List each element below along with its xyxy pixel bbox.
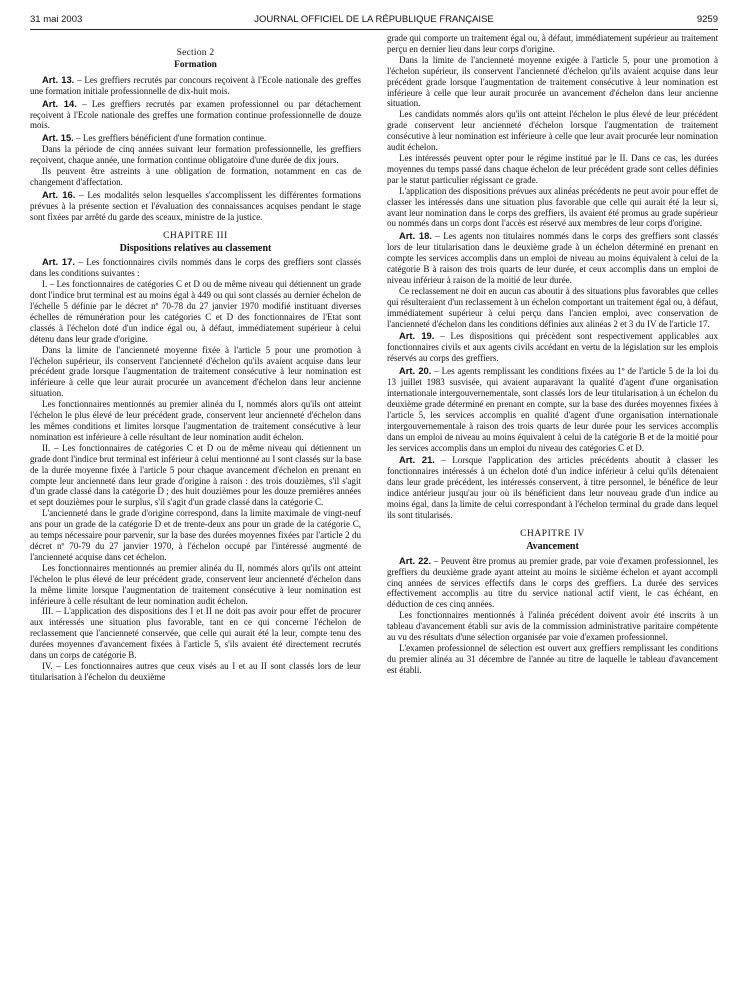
- article-label: Art. 20.: [399, 365, 432, 377]
- header-page-number: 9259: [696, 14, 718, 25]
- paragraph: Dans la limite de l'ancienneté moyenne fixée à l'article 5 pour une promotion à l'échelon supérieur, ils conservent l'ancienneté d'échelon qu'ils avaient acquise dans leur précédent grade lorsque l'augmentation de traitement consécutive à leur nomination est inférieure à celle que leur aurait procurée un avancement d'échelon dans leur ancienne situation.: [30, 344, 361, 399]
- article-14: [30, 99, 361, 132]
- article-label: Art. 14.: [42, 97, 77, 109]
- header-date: 31 mai 2003: [30, 14, 83, 25]
- article-16: [30, 190, 361, 223]
- paragraph: Les fonctionnaires mentionnés au premier alinéa du II, nommés alors qu'ils ont atteint l'échelon le plus élevé de leur précédent grade, conservent leur ancienneté d'échelon dans la même limite lorsque l'augmentation de traitement consécutive à leur nomination est inférieure à celle résultant de leur nomination audit échelon.: [30, 562, 361, 606]
- paragraph: L'ancienneté dans le grade d'origine correspond, dans la limite maximale de vingt-neuf ans pour un grade de la catégorie D et de trente-deux ans pour un grade de la catégorie C, au temps nécessaire pour parvenir, sur la base des durées moyennes fixées par l'article 2 du décret nº 70-79 du 27 janvier 1970, à l'échelon occupé par l'intéressé augmenté de l'ancienneté acquise dans cet échelon.: [30, 508, 361, 562]
- chapter-subtitle: Dispositions relatives au classement: [119, 242, 272, 254]
- article-text: – Les modalités selon lesquelles s'accomplissent les différentes formations prévues à la présente section et l'évaluation des connaissances acquises pendant le stage sont fixées par arrêté du garde des sceaux, ministre de la justice.: [30, 189, 361, 222]
- article-text: – Les greffiers recrutés par concours reçoivent à l'Ecole nationale des greffes une formation initiale professionnelle de dix-huit mois.: [30, 74, 361, 96]
- paragraph: Ils peuvent être astreints à une obligation de formation, notamment en cas de changement d'affectation.: [30, 166, 361, 187]
- paragraph: III. – L'application des dispositions des I et II ne doit pas avoir pour effet de procurer aux intéressés une situation plus favorable, tant en ce qui concerne l'échelon de reclassement que l'ancienneté conservée, que celle qui aurait été la leur, compte tenu des durées moyennes d'avancement fixées à l'article 5, s'ils avaient été directement recrutés dans un corps de catégorie B.: [30, 606, 361, 661]
- paragraph: L'application des dispositions prévues aux alinéas précédents ne peut avoir pour effet de classer les intéressés dans une situation plus favorable que celle qui aurait été la leur si, avant leur nomination dans le corps des greffiers, ils avaient été promus au grade supérieur ou nommés dans un corps dont l'accès est réservé aux membres de leur corps d'origine.: [387, 185, 719, 229]
- article-label: Art. 16.: [42, 188, 76, 200]
- article-15: [30, 133, 361, 144]
- article-text: – Peuvent être promus au premier grade, par voie d'examen professionnel, les greffiers du deuxième grade ayant atteint au moins le sixième échelon et ayant accompli cinq années de services effectifs dans le corps des greffiers. La durée des services effectivement accomplis au titre du service national actif vient, le cas échéant, en déduction de ces cinq années.: [387, 555, 718, 610]
- header-rule: [30, 29, 718, 30]
- left-column: [30, 38, 361, 986]
- right-column: [387, 33, 718, 986]
- chapter-subtitle: Avancement: [526, 540, 579, 552]
- article-17: [30, 257, 361, 279]
- paragraph: IV. – Les fonctionnaires autres que ceux visés au I et au II sont classés lors de leur titularisation à l'échelon du deuxième: [30, 660, 361, 682]
- paragraph: grade qui comporte un traitement égal ou, à défaut, immédiatement supérieur au traitement perçu en dernier lieu dans leur corps d'origine.: [387, 33, 718, 54]
- article-label: Art. 18.: [399, 230, 432, 242]
- article-text: – Les agents non titulaires nommés dans le corps des greffiers sont classés lors de leur titularisation dans le deuxième grade à un échelon déterminé en prenant en compte les services accomplis dans un emploi de niveau au moins équivalent à celui de la catégorie B à raison des trois quarts de leur durée, et ceux accomplis dans un emploi de niveau inférieur à raison de la moitié de leur durée.: [387, 231, 718, 285]
- paragraph: Les fonctionnaires mentionnés au premier alinéa du I, nommés alors qu'ils ont atteint l'échelon le plus élevé de leur précédent grade, conservent leur ancienneté d'échelon dans les mêmes conditions et limites lorsque l'augmentation de traitement consécutive à leur nomination est inférieure à celle résultant de leur nomination audit échelon.: [30, 399, 361, 442]
- section-subtitle: Formation: [174, 59, 217, 70]
- paragraph: L'examen professionnel de sélection est ouvert aux greffiers remplissant les conditions du premier alinéa au 31 décembre de l'année au titre de laquelle le tableau d'avancement est établi.: [387, 642, 718, 675]
- article-18: [387, 231, 718, 286]
- article-label: Art. 15.: [42, 132, 74, 144]
- header-title: JOURNAL OFFICIEL DE LA RÉPUBLIQUE FRANÇAISE: [254, 14, 494, 25]
- paragraph: I. – Les fonctionnaires de catégories C et D ou de même niveau qui détiennent un grade dont l'indice brut terminal est au moins égal à 449 ou qui sont classés au dernier échelon de l'échelle 5 définie par le décret nº 70-78 du 27 janvier 1970 modifié instituant diverses échelles de rémunération pour les catégories C et D des fonctionnaires de l'Etat sont classés à l'échelon doté d'un indice égal ou, à défaut, immédiatement supérieur à celui détenu dans leur grade d'origine.: [30, 279, 361, 344]
- section-title: Section 2: [176, 47, 215, 58]
- paragraph: Les fonctionnaires mentionnés à l'alinéa précédent doivent avoir été inscrits à un tableau d'avancement établi sur avis de la commission administrative paritaire compétente au vu des résultats d'une sélection organisée par voie d'examen professionnel.: [387, 610, 718, 643]
- article-label: Art. 13.: [42, 73, 75, 85]
- article-text: – Les agents remplissant les conditions fixées au 1º de l'article 5 de la loi du 13 juillet 1983 susvisée, qui avaient auparavant la qualité d'agent d'une organisation internationale intergouvernementale, sont classés lors de leur titularisation à un échelon du deuxième grade déterminé en prenant en compte, sur la base des durées moyennes fixées à l'article 5, les services accomplis en qualité d'agent d'une organisation internationale intergouvernementale à raison des trois quarts de leur durée pour les services accomplis dans un emploi de niveau au moins équivalent à celui de la catégorie B et de la moitié pour les services accomplis dans un emploi du niveau des catégories C et D.: [387, 366, 718, 453]
- article-13: [30, 75, 361, 97]
- article-22: [387, 556, 718, 611]
- paragraph: Les intéressés peuvent opter pour le régime institué par le II. Dans ce cas, les durées moyennes du temps passé dans chaque échelon de leur précédent grade sont celles définies par le statut particulier régissant ce grade.: [387, 152, 718, 185]
- chapter-title: CHAPITRE III: [163, 230, 228, 241]
- paragraph: Dans la limite de l'ancienneté moyenne exigée à l'article 5, pour une promotion à l'échelon supérieur, ils conservent l'ancienneté d'échelon qu'ils avaient acquise dans leur précédent grade lorsque l'augmentation de traitement consécutive à leur nomination est inférieure à celle que leur aurait procurée un avancement d'échelon dans leur ancienne situation.: [387, 54, 718, 109]
- article-label: Art. 22.: [399, 554, 432, 566]
- article-text: – Les fonctionnaires civils nommés dans le corps des greffiers sont classés dans les conditions suivantes :: [30, 257, 361, 279]
- article-label: Art. 21.: [399, 454, 435, 466]
- paragraph: Dans la période de cinq années suivant leur formation professionnelle, les greffiers reçoivent, chaque année, une formation continue obligatoire d'une durée de dix jours.: [30, 144, 361, 166]
- paragraph: II. – Les fonctionnaires de catégories C et D ou de même niveau qui détiennent un grade dont l'indice brut terminal est inférieur à celui mentionné au I sont classés sur la base de la durée moyenne fixée à l'article 5 pour chaque avancement d'échelon en prenant en compte leur ancienneté dans leur grade d'origine à raison : des trois douzièmes, s'il s'agit d'un grade classé dans la catégorie D ; des huit douzièmes pour les douze premières années et sept douzièmes pour le surplus, s'il s'agit d'un grade classé dans la catégorie C.: [30, 442, 361, 508]
- article-20: [387, 366, 718, 453]
- article-label: Art. 19.: [399, 330, 435, 342]
- article-text: – Lorsque l'application des articles précédents aboutit à classer les fonctionnaires intéressés à un échelon doté d'un indice inférieur à celui qu'ils détenaient dans leur grade précédent, les intéressés conservent, à titre personnel, le bénéfice de leur indice antérieur jusqu'au jour où ils bénéficient dans leur nouveau grade d'un indice au moins égal, dans la limite de celui correspondant à l'échelon terminal du grade dans lequel ils sont titularisés.: [387, 455, 718, 520]
- page-header: [30, 14, 718, 28]
- paragraph: Les candidats nommés alors qu'ils ont atteint l'échelon le plus élevé de leur précédent grade conservent leur ancienneté d'échelon lorsque l'augmentation de traitement consécutive à leur nomination est inférieure à celle que leur avait procurée leur nomination audit échelon.: [387, 109, 718, 153]
- article-label: Art. 17.: [42, 256, 75, 268]
- paragraph: Ce reclassement ne doit en aucun cas aboutir à des situations plus favorables que celles qui résulteraient d'un reclassement à un échelon comportant un traitement égal ou, à défaut, immédiatement supérieur à celui perçu dans l'ancien emploi, avec conservation de l'ancienneté d'échelon dans les conditions définies aux alinéas 2 et 3 du IV de l'article 17.: [387, 285, 718, 329]
- chapter-title: CHAPITRE IV: [520, 528, 585, 539]
- article-21: [387, 455, 718, 520]
- article-text: – Les greffiers bénéficient d'une formation continue.: [73, 133, 267, 144]
- article-text: – Les dispositions qui précèdent sont respectivement applicables aux fonctionnaires civils et aux agents civils accédant en vertu de la législation sur les emplois réservés au corps des greffiers.: [387, 331, 718, 364]
- article-text: – Les greffiers recrutés par examen professionnel ou par détachement reçoivent à l'Ecole nationale des greffes une formation continue professionnelle de douze mois.: [30, 98, 361, 131]
- article-19: [387, 331, 718, 364]
